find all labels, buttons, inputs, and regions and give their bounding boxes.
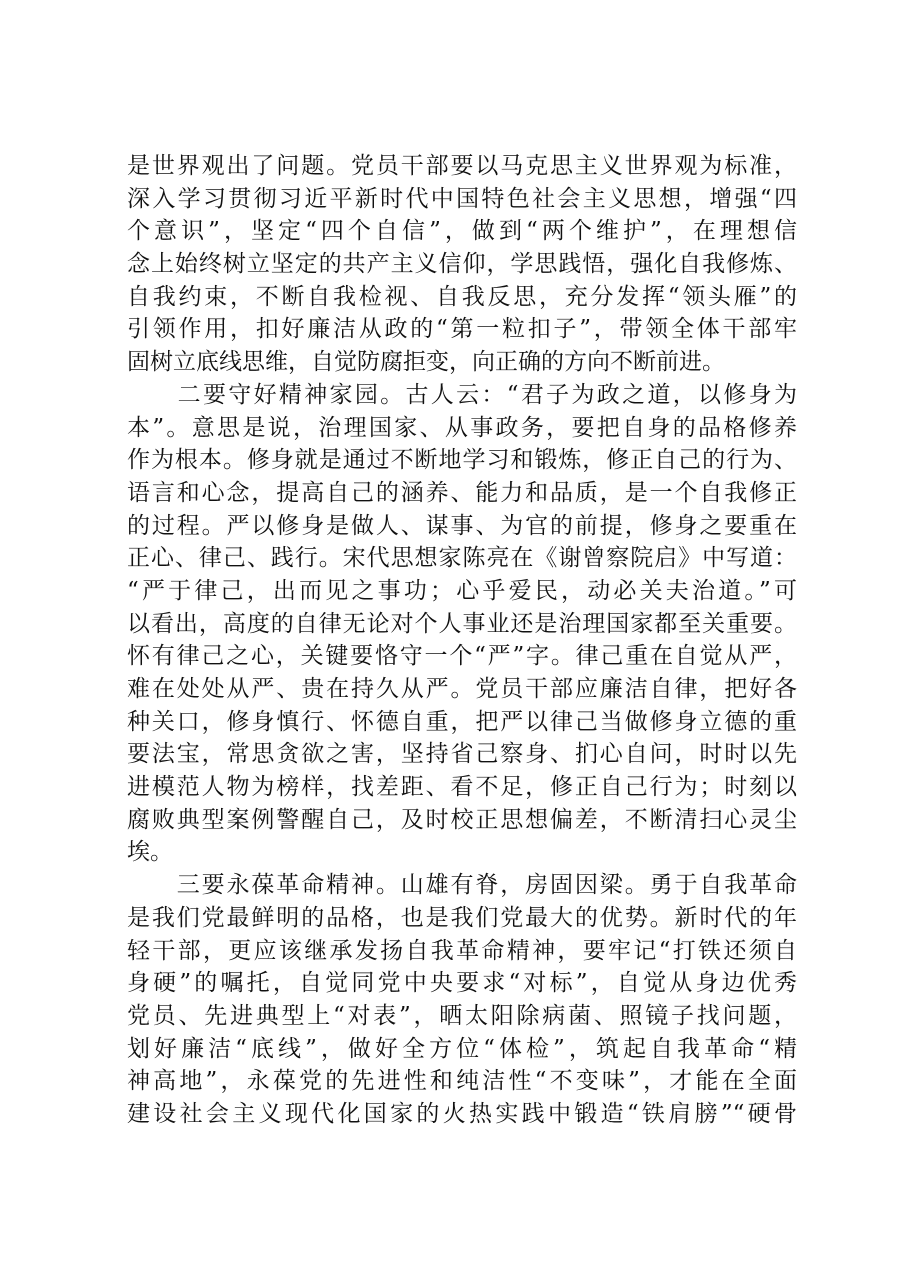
- body-text: [127, 150, 797, 1131]
- text-line: 念上始终树立坚定的共产主义信仰，学思践悟，强化自我修炼、: [127, 251, 797, 278]
- text-line: 建设社会主义现代化国家的火热实践中锻造“铁肩膀”“硬骨: [127, 1100, 797, 1127]
- text-line: 神高地”，永葆党的先进性和纯洁性“不变味”，才能在全面: [127, 1068, 797, 1095]
- text-line: 难在处处从严、贵在持久从严。党员干部应廉洁自律，把好各: [127, 676, 797, 702]
- text-line: 引领作用，扣好廉洁从政的“第一粒扣子”，带领全体干部牢: [127, 316, 797, 343]
- text-line: 三要永葆革命精神。山雄有脊，房固因梁。勇于自我革命: [127, 872, 797, 899]
- text-line: 个意识”，坚定“四个自信”，做到“两个维护”，在理想信: [127, 218, 797, 245]
- text-line: 二要守好精神家园。古人云：“君子为政之道，以修身为: [127, 381, 797, 408]
- text-line: 进模范人物为榜样，找差距、看不足，修正自己行为；时刻以: [127, 774, 797, 801]
- text-line: 腐败典型案例警醒自己，及时校正思想偏差，不断清扫心灵尘: [127, 806, 797, 833]
- text-line: “严于律己，出而见之事功；心乎爱民，动必关夫治道。”可: [127, 577, 797, 604]
- text-line: 党员、先进典型上“对表”，晒太阳除病菌、照镜子找问题，: [127, 1002, 797, 1029]
- text-line: 语言和心念，提高自己的涵养、能力和品质，是一个自我修正: [127, 479, 797, 506]
- text-line: 身硬”的嘱托，自觉同党中央要求“对标”，自觉从身边优秀: [127, 970, 797, 997]
- text-line: 本”。意思是说，治理国家、从事政务，要把自身的品格修养: [127, 414, 797, 441]
- text-line: 种关口，修身慎行、怀德自重，把严以律己当做修身立德的重: [127, 708, 797, 735]
- text-line: 埃。: [127, 839, 173, 866]
- text-line: 轻干部，更应该继承发扬自我革命精神，要牢记“打铁还须自: [127, 937, 797, 964]
- text-line: 作为根本。修身就是通过不断地学习和锻炼，修正自己的行为、: [127, 447, 797, 474]
- text-line: 正心、律己、践行。宋代思想家陈亮在《谢曾察院启》中写道：: [127, 545, 797, 572]
- text-line: 的过程。严以修身是做人、谋事、为官的前提，修身之要重在: [127, 512, 797, 539]
- text-line: 要法宝，常思贪欲之害，坚持省己察身、扪心自问，时时以先: [127, 741, 797, 768]
- text-line: 是世界观出了问题。党员干部要以马克思主义世界观为标准，: [127, 153, 797, 179]
- text-line: 自我约束，不断自我检视、自我反思，充分发挥“领头雁”的: [127, 283, 797, 310]
- text-line: 怀有律己之心，关键要恪守一个“严”字。律己重在自觉从严，: [127, 643, 797, 670]
- text-line: 深入学习贯彻习近平新时代中国特色社会主义思想，增强“四: [127, 185, 797, 212]
- text-line: 划好廉洁“底线”，做好全方位“体检”，筑起自我革命“精: [127, 1035, 797, 1062]
- text-line: 以看出，高度的自律无论对个人事业还是治理国家都至关重要。: [127, 610, 797, 637]
- text-line: 是我们党最鲜明的品格，也是我们党最大的优势。新时代的年: [127, 904, 797, 931]
- text-line: 固树立底线思维，自觉防腐拒变，向正确的方向不断前进。: [127, 349, 725, 376]
